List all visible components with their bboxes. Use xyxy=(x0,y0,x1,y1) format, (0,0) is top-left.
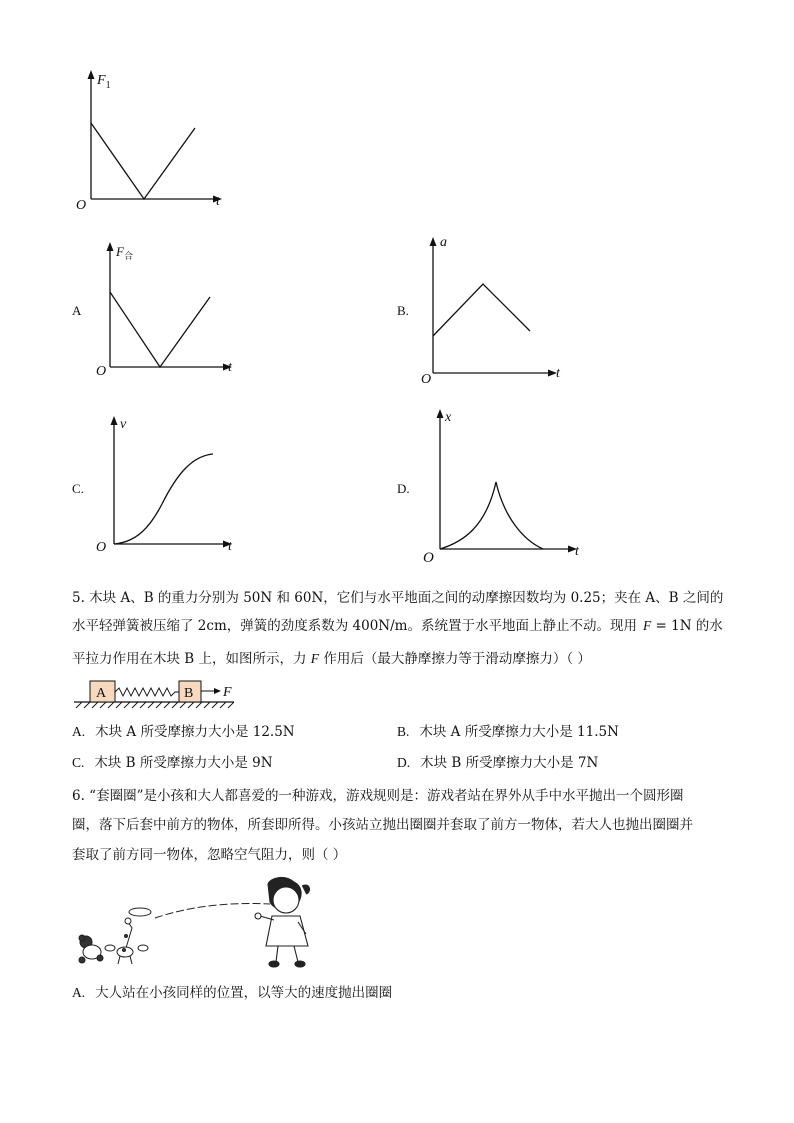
f1-curve xyxy=(91,123,195,199)
q5-option-b[interactable]: B. 木块 A 所受摩擦力大小是 11.5N xyxy=(397,724,619,740)
q6-line-2: 圈，落下后套中前方的物体，所套即所得。小孩站立抛出圈圈并套取了前方一物体，若大人也抛出圈圈并 xyxy=(72,817,693,833)
ring-landed xyxy=(138,945,148,951)
ring-flying xyxy=(129,908,151,916)
option-a-curve xyxy=(110,292,210,367)
graph-option-d xyxy=(418,402,588,567)
graph-option-a xyxy=(92,238,242,378)
y-label: a xyxy=(440,235,447,250)
y-label: $F_1$ xyxy=(97,73,111,91)
option-a-label: A xyxy=(72,303,82,318)
option-b-label: B. xyxy=(397,303,409,318)
origin-label: O xyxy=(423,550,434,566)
q5-line-3: 平拉力作用在木块 B 上，如图所示，力 F 作用后（最大静摩擦力等于滑动摩擦力）（ ） xyxy=(72,651,591,667)
q6-line-1: 6. “套圈圈”是小孩和大人都喜爱的一种游戏，游戏规则是：游戏者站在界外从手中水平抛出一个圆形圈 xyxy=(72,788,684,804)
origin-label: O xyxy=(421,372,432,387)
option-c-curve xyxy=(114,454,213,544)
q5-line-1: 5. 木块 A、B 的重力分别为 50N 和 60N，它们与水平地面之间的动摩擦因数均为 0.25；夹在 A、B 之间的 xyxy=(72,590,724,606)
girl-figure xyxy=(255,878,309,967)
trajectory xyxy=(155,904,270,918)
q6-ring-toss-illustration xyxy=(70,876,330,971)
q5-option-a[interactable]: A. 木块 A 所受摩擦力大小是 12.5N xyxy=(72,724,295,740)
y-label: $F_合$ xyxy=(116,244,133,261)
option-d-curve xyxy=(440,482,543,549)
option-d-label: D. xyxy=(397,481,410,496)
ring-landed xyxy=(105,945,115,951)
x-label: t xyxy=(228,539,232,554)
spring xyxy=(115,688,179,696)
q5-option-d[interactable]: D. 木块 B 所受摩擦力大小是 7N xyxy=(397,755,599,771)
svg-text:B: B xyxy=(184,686,194,701)
dog-toy xyxy=(79,935,103,963)
origin-label: O xyxy=(96,540,107,555)
origin-label: O xyxy=(76,198,87,213)
x-label: t xyxy=(228,360,232,375)
q6-option-a[interactable]: A. 大人站在小孩同样的位置，以等大的速度抛出圈圈 xyxy=(72,985,393,1001)
giraffe-toy xyxy=(117,918,133,964)
q6-line-3: 套取了前方同一物体，忽略空气阻力，则（ ） xyxy=(72,847,347,863)
y-label: v xyxy=(120,417,127,432)
x-label: t xyxy=(216,194,220,209)
x-label: t xyxy=(575,544,579,559)
x-label: t xyxy=(556,366,560,381)
graph-option-b xyxy=(418,230,568,390)
q5-line-2: 水平轻弹簧被压缩了 2cm，弹簧的劲度系数为 400N/m。系统置于水平地面上静止不动。现用 F = 1N 的水 xyxy=(72,618,723,634)
svg-text:A: A xyxy=(96,686,107,701)
option-c-label: C. xyxy=(72,481,84,496)
graph-f1 xyxy=(70,66,230,216)
option-b-curve xyxy=(433,284,530,336)
y-label: x xyxy=(445,410,452,425)
force-label: F xyxy=(223,685,232,700)
q5-option-c[interactable]: C. 木块 B 所受摩擦力大小是 9N xyxy=(72,755,273,771)
graph-option-c xyxy=(92,412,242,557)
q5-figure xyxy=(74,678,254,712)
origin-label: O xyxy=(96,364,107,379)
